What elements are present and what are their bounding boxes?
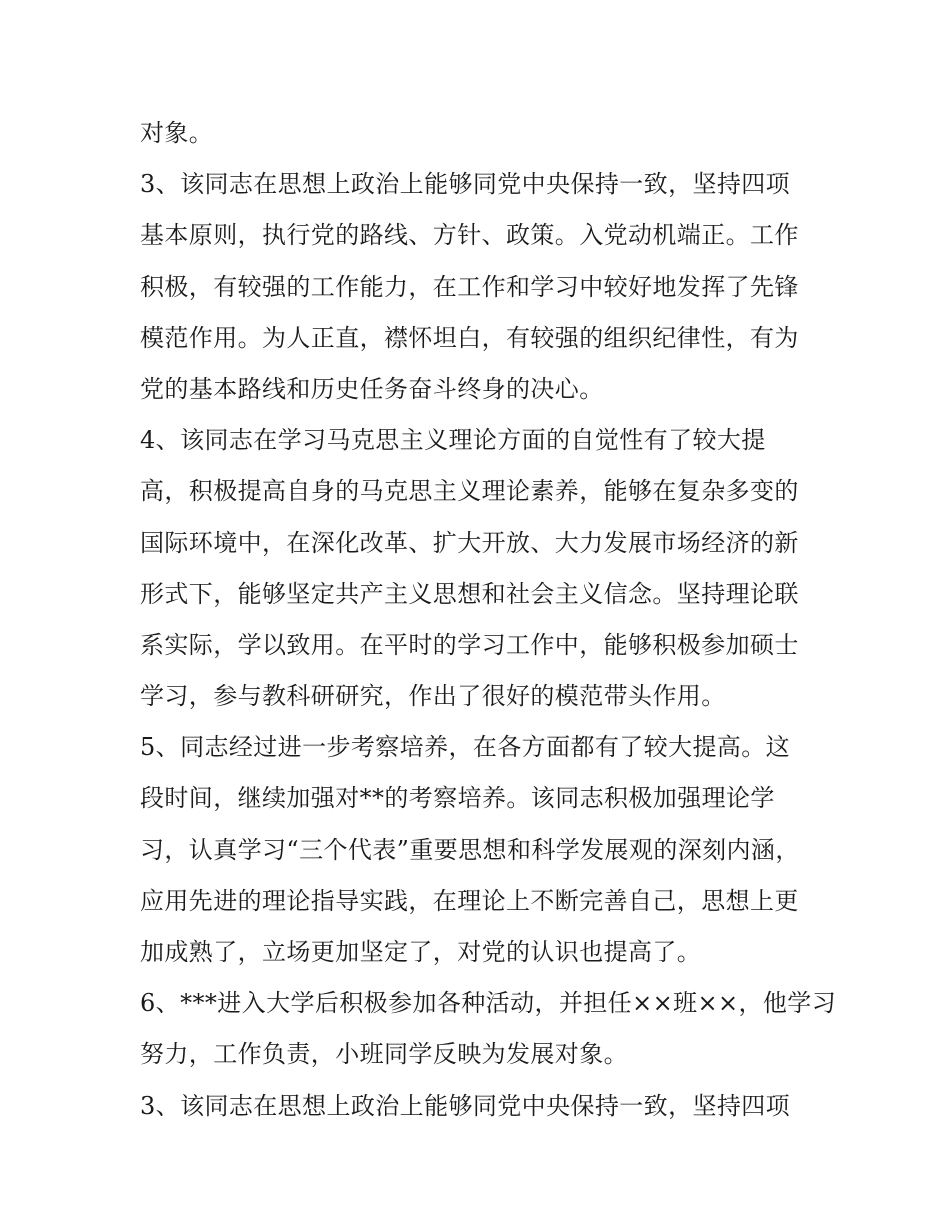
text-line: 基本原则，执行党的路线、方针、政策。入党动机端正。工作 [140, 221, 799, 250]
text-line: 对象。 [140, 119, 214, 147]
text-line: 努力，工作负责，小班同学反映为发展对象。 [140, 1040, 628, 1069]
text-line: 习，认真学习“三个代表”重要思想和科学发展观的深刻内涵， [140, 835, 800, 864]
text-line: 国际环境中，在深化改革、扩大开放、大力发展市场经济的新 [140, 528, 799, 557]
text-line: 3、该同志在思想上政治上能够同党中央保持一致，坚持四项 [140, 1091, 791, 1120]
text-line: 模范作用。为人正直，襟怀坦白，有较强的组织纪律性，有为 [140, 323, 799, 352]
text-line: 系实际，学以致用。在平时的学习工作中，能够积极参加硕士 [140, 630, 799, 659]
text-line: 5、同志经过进一步考察培养，在各方面都有了较大提高。这 [140, 733, 791, 762]
text-line: 6、***进入大学后积极参加各种活动，并担任××班××，他学习 [140, 989, 837, 1018]
text-line: 4、该同志在学习马克思主义理论方面的自觉性有了较大提 [140, 426, 766, 455]
text-line: 形式下，能够坚定共产主义思想和社会主义信念。坚持理论联 [140, 579, 799, 608]
text-line: 党的基本路线和历史任务奋斗终身的决心。 [140, 374, 604, 403]
text-line: 高，积极提高自身的马克思主义理论素养，能够在复杂多变的 [140, 477, 799, 506]
text-line: 加成熟了，立场更加坚定了，对党的认识也提高了。 [140, 938, 702, 966]
text-line: 学习，参与教科研研究，作出了很好的模范带头作用。 [140, 682, 726, 711]
text-line: 段时间，继续加强对**的考察培养。该同志积极加强理论学 [140, 784, 775, 813]
text-line: 积极，有较强的工作能力，在工作和学习中较好地发挥了先锋 [140, 272, 799, 301]
document-body [140, 108, 837, 1132]
text-line: 应用先进的理论指导实践，在理论上不断完善自己，思想上更 [140, 886, 799, 915]
text-line: 3、该同志在思想上政治上能够同党中央保持一致，坚持四项 [140, 170, 791, 199]
